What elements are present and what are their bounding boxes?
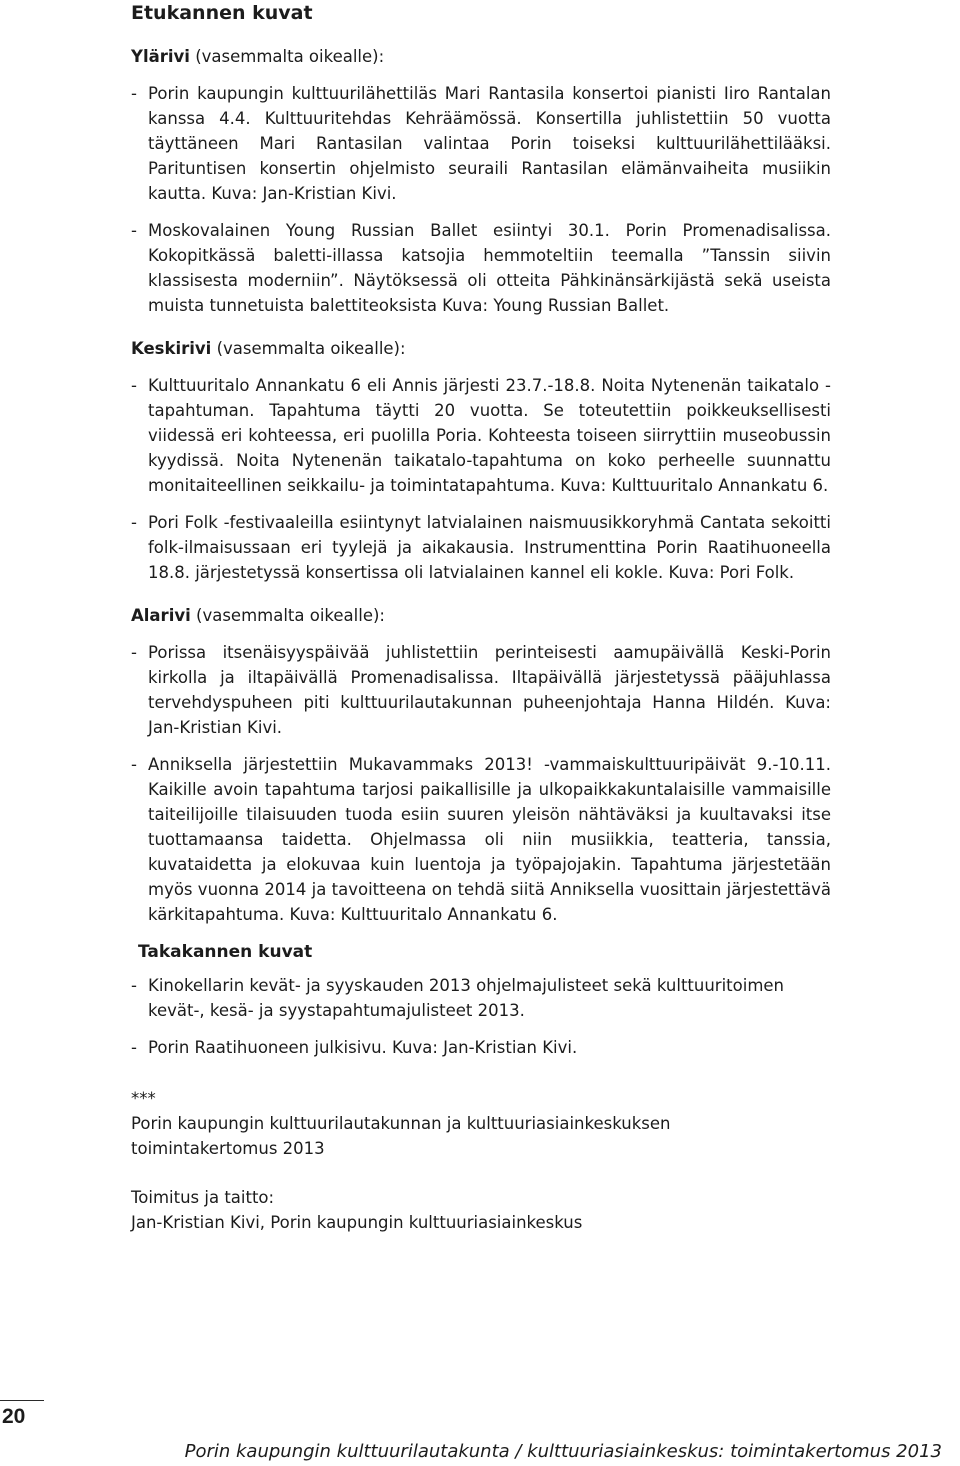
caption-text: Kinokellarin kevät- ja syyskauden 2013 ohjelmajulisteet sekä kulttuuritoimen kevät-, kesä- ja syystapahtumajulisteet 2013. xyxy=(148,976,785,1020)
separator: *** xyxy=(131,1089,156,1108)
caption-text: Porin Raatihuoneen julkisivu. Kuva: Jan-Kristian Kivi. xyxy=(148,1038,578,1057)
caption-item xyxy=(131,510,831,585)
editing-label: Toimitus ja taitto: xyxy=(131,1188,275,1207)
editing-value: Jan-Kristian Kivi, Porin kaupungin kulttuuriasiainkeskus xyxy=(131,1213,583,1232)
top-row-heading xyxy=(131,44,831,69)
list-dash: - xyxy=(131,513,137,532)
middle-row-direction: (vasemmalta oikealle): xyxy=(216,339,406,358)
caption-item xyxy=(131,218,831,318)
middle-row-label: Keskirivi xyxy=(131,339,212,358)
top-row-direction: (vasemmalta oikealle): xyxy=(195,47,385,66)
back-cover-title: Takakannen kuvat xyxy=(138,942,313,962)
caption-text: Porissa itsenäisyyspäivää juhlistettiin perinteisesti aamupäivällä Keski-Porin kirkolla ja iltapäivällä Promenadisalissa. Iltapäivällä järjestetyssä pääjuhlassa tervehdyspuheen piti kulttuurilautakunnan puheenjohtaja Hanna Hildén. Kuva: Jan-Kristian Kivi. xyxy=(148,643,831,737)
caption-text: Kulttuuritalo Annankatu 6 eli Annis järjesti 23.7.-18.8. Noita Nytenenän taikatalo -tapahtuman. Tapahtuma täytti 20 vuotta. Se toteutettiin poikkeuksellisesti viidessä eri kohteessa, eri puolilla Poria. Kohteesta toiseen siirryttiin museobussin kyydissä. Noita Nytenenän taikatalo-tapahtuma on koko perheelle suunnattu monitaiteellinen seikkailu- ja toimintatapahtuma. Kuva: Kulttuuritalo Annankatu 6. xyxy=(148,376,831,495)
list-dash: - xyxy=(131,376,137,395)
list-dash: - xyxy=(131,221,137,240)
caption-text: Porin kaupungin kulttuurilähettiläs Mari Rantasila konsertoi pianisti Iiro Rantalan kanssa 4.4. Kulttuuritehdas Kehräämössä. Konsertilla juhlistettiin 50 vuotta täyttäneen Mari Rantasilan valintaa Porin toiseksi kulttuurilähettilääksi. Parituntisen konsertin ohjelmisto seuraili Rantasilan elämänvaiheita musiikin kautta. Kuva: Jan-Kristian Kivi. xyxy=(148,84,831,203)
caption-item xyxy=(131,752,831,927)
page-number: 20 xyxy=(2,1405,26,1428)
bottom-row-direction: (vasemmalta oikealle): xyxy=(196,606,385,625)
bottom-row-label: Alarivi xyxy=(131,606,191,625)
list-dash: - xyxy=(131,643,137,662)
list-dash: - xyxy=(131,1038,137,1057)
front-cover-title: Etukannen kuvat xyxy=(131,2,313,24)
caption-item xyxy=(131,373,831,498)
spacer xyxy=(131,1161,831,1185)
caption-text: Anniksella järjestettiin Mukavammaks 2013! -vammaiskulttuuripäivät 9.-10.11. Kaikille avoin tapahtuma tarjosi paikallisille ja ulkopaikkakuntalaisille vammaisille taiteilijoille tilaisuuden tuoda esiin suuren yleisön nähtäväksi ja kuultavaksi itse tuottamaansa taidetta. Ohjelmassa oli niin musiikkia, teatteria, tanssia, kuvataidetta ja elokuvaa kuin luentoja ja työpajojakin. Tapahtuma järjestetään myös vuonna 2014 ja tavoitteena on tehdä siitä Anniksella vuosittain järjestettävä kärkitapahtuma. Kuva: Kulttuuritalo Annankatu 6. xyxy=(148,755,831,924)
list-dash: - xyxy=(131,84,137,103)
list-dash: - xyxy=(131,976,137,995)
page-number-box xyxy=(0,1400,44,1466)
caption-text: Pori Folk -festivaaleilla esiintynyt latvialainen naismuusikkoryhmä Cantata sekoitti folk-ilmaisussaan eri tyylejä ja aikakausia. Instrumenttina Porin Raatihuoneella 18.8. järjestetyssä konsertissa oli latvialainen kannel eli kokle. Kuva: Pori Folk. xyxy=(148,513,831,582)
caption-item xyxy=(131,640,831,740)
page-content xyxy=(131,0,831,1235)
running-footer: Porin kaupungin kulttuurilautakunta / kulttuuriasiainkeskus: toimintakertomus 2013 xyxy=(184,1441,942,1462)
top-row-label: Ylärivi xyxy=(131,47,190,66)
caption-item xyxy=(131,1035,831,1060)
caption-text: Moskovalainen Young Russian Ballet esiintyi 30.1. Porin Promenadisalissa. Kokopitkässä baletti-illassa katsojia hemmoteltiin teemalla ”Tanssin siivin klassisesta moderniin”. Näytöksessä oli otteita Pähkinänsärkijästä sekä useista muista tunnetuista balettiteoksista Kuva: Young Russian Ballet. xyxy=(148,221,831,315)
middle-row-heading xyxy=(131,336,831,361)
spacer xyxy=(131,1072,831,1086)
publication-title: Porin kaupungin kulttuurilautakunnan ja kulttuuriasiainkeskuksen toimintakertomus 2013 xyxy=(131,1114,671,1158)
bottom-row-heading xyxy=(131,603,831,628)
list-dash: - xyxy=(131,755,137,774)
caption-item xyxy=(131,81,831,206)
caption-item xyxy=(131,973,831,1023)
